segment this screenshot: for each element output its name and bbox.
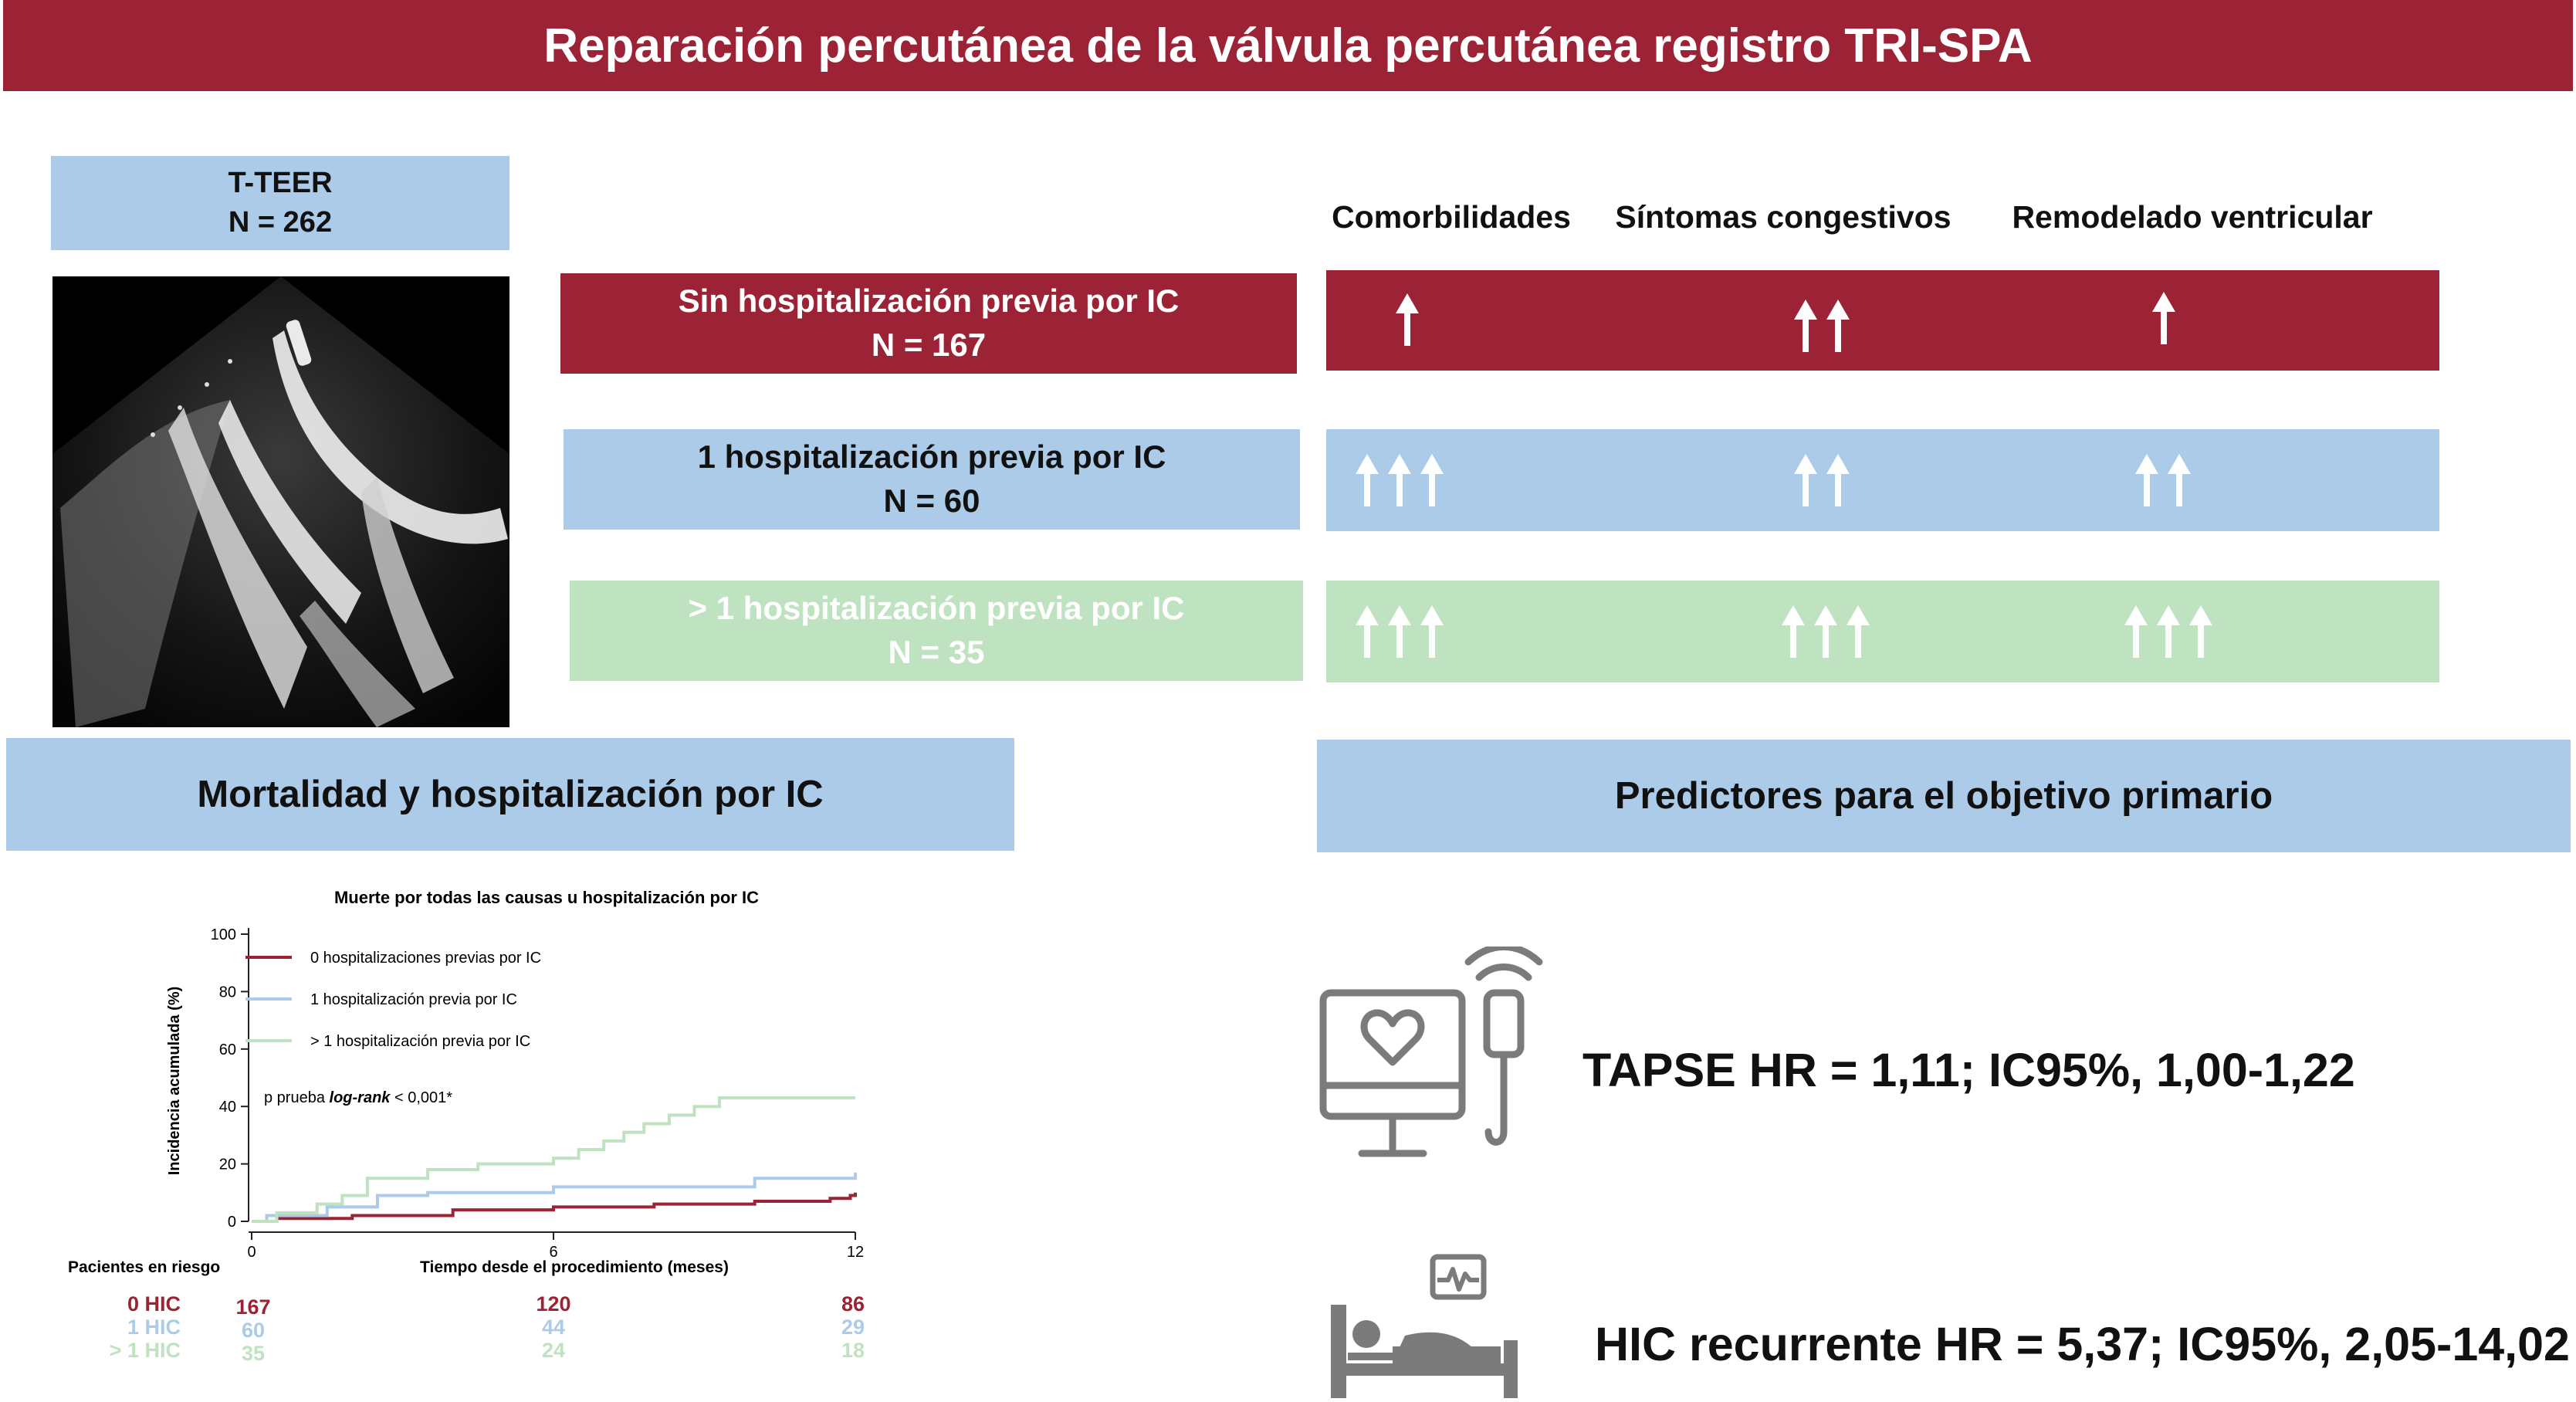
risk-value: 60 <box>241 1319 266 1342</box>
km-chart <box>0 872 1019 1397</box>
teer-box <box>51 156 509 250</box>
up-arrow-icon <box>1826 454 1850 506</box>
series-line-2 <box>252 1098 855 1221</box>
teer-n: N = 262 <box>228 206 333 239</box>
page-title: Reparación percutánea de la válvula percutánea registro TRI-SPA <box>543 19 2033 73</box>
group-label: Sin hospitalización previa por IC <box>678 283 1180 320</box>
logrank-annotation <box>264 1089 452 1106</box>
risk-value: 167 <box>235 1295 271 1319</box>
risk-value: 120 <box>536 1292 571 1316</box>
legend-label: 1 hospitalización previa por IC <box>310 991 517 1008</box>
risk-value: 18 <box>841 1339 865 1362</box>
group-box-1-hospitalizacion <box>564 429 1300 530</box>
logrank-prefix: p prueba <box>264 1089 330 1106</box>
x-tick-label: 6 <box>549 1244 558 1261</box>
hospital-bed-icon <box>1328 1254 1528 1398</box>
chart-series <box>252 1098 855 1221</box>
arrow-row-2 <box>1326 581 2439 682</box>
predictor-tapse-text: TAPSE HR = 1,11; IC95%, 1,00-1,22 <box>1582 1044 2355 1096</box>
risk-value: 86 <box>841 1292 865 1316</box>
arrow-cell-comorbilidades <box>1356 605 1444 658</box>
up-arrow-icon <box>1794 454 1817 506</box>
risk-value: 44 <box>541 1316 566 1339</box>
arrow-cell-sintomas <box>1794 454 1850 506</box>
arrow-cell-remodelado <box>2135 454 2191 506</box>
up-arrow-icon <box>2189 605 2212 658</box>
echo-monitor-icon <box>1315 947 1547 1170</box>
section-header-predictores <box>1317 740 2571 852</box>
up-arrow-icon <box>2152 292 2175 344</box>
echo-image <box>52 276 509 727</box>
group-label: 1 hospitalización previa por IC <box>697 439 1166 476</box>
arrow-cell-sintomas <box>1794 300 1850 352</box>
up-arrow-icon <box>2135 454 2158 506</box>
up-arrow-icon <box>1396 293 1419 346</box>
up-arrow-icon <box>1794 300 1817 352</box>
legend-label: > 1 hospitalización previa por IC <box>310 1033 531 1050</box>
column-header-sintomas: Síntomas congestivos <box>1615 199 1951 235</box>
arrow-cell-comorbilidades <box>1356 454 1444 506</box>
up-arrow-icon <box>1420 605 1444 658</box>
risk-row-label: 0 HIC <box>127 1292 181 1316</box>
teer-label: T-TEER <box>228 166 333 199</box>
group-box-sin-hospitalizacion <box>560 273 1297 374</box>
column-header-remodelado: Remodelado ventricular <box>2012 199 2373 235</box>
y-tick-label: 0 <box>227 1214 236 1231</box>
risk-value: 29 <box>841 1316 865 1339</box>
column-header-comorbilidades: Comorbilidades <box>1332 199 1571 235</box>
up-arrow-icon <box>2157 605 2180 658</box>
section-header-label: Predictores para el objetivo primario <box>1614 774 2273 817</box>
up-arrow-icon <box>2124 605 2148 658</box>
risk-value: 24 <box>541 1339 566 1362</box>
up-arrow-icon <box>1388 605 1411 658</box>
risk-table <box>110 1292 865 1365</box>
arrow-row-0 <box>1326 270 2439 371</box>
arrow-cell-comorbilidades <box>1396 293 1419 346</box>
up-arrow-icon <box>1826 300 1850 352</box>
arrow-row-1 <box>1326 429 2439 531</box>
risk-value: 35 <box>241 1342 266 1365</box>
group-box-mas-de-1-hospitalizacion <box>570 581 1303 681</box>
section-header-mortalidad <box>6 738 1014 851</box>
up-arrow-icon <box>1388 454 1411 506</box>
arrow-cell-sintomas <box>1782 605 1870 658</box>
x-axis-label: Tiempo desde el procedimiento (meses) <box>420 1258 729 1276</box>
y-tick-label: 40 <box>218 1099 236 1116</box>
group-n: N = 60 <box>883 483 980 519</box>
y-tick-label: 20 <box>218 1156 236 1173</box>
up-arrow-icon <box>1814 605 1837 658</box>
predictor-hic-text: HIC recurrente HR = 5,37; IC95%, 2,05-14,02 <box>1595 1318 2570 1370</box>
x-tick-label: 12 <box>846 1244 865 1261</box>
chart-legend <box>245 950 541 1050</box>
chart-title: Muerte por todas las causas u hospitalización por IC <box>333 888 760 907</box>
risk-row-label: > 1 HIC <box>109 1339 181 1362</box>
up-arrow-icon <box>2168 454 2191 506</box>
y-tick-label: 60 <box>218 1041 236 1058</box>
logrank-suffix: < 0,001* <box>390 1089 453 1106</box>
up-arrow-icon <box>1847 605 1870 658</box>
logrank-italic: log-rank <box>329 1089 391 1106</box>
up-arrow-icon <box>1420 454 1444 506</box>
x-tick-label: 0 <box>247 1244 256 1261</box>
up-arrow-icon <box>1782 605 1805 658</box>
section-header-label: Mortalidad y hospitalización por IC <box>197 773 824 815</box>
group-label: > 1 hospitalización previa por IC <box>688 590 1185 627</box>
up-arrow-icon <box>1356 454 1379 506</box>
arrow-cell-remodelado <box>2152 292 2175 344</box>
risk-table-header: Pacientes en riesgo <box>68 1258 221 1276</box>
group-n: N = 35 <box>888 634 985 670</box>
y-tick-label: 100 <box>210 926 236 943</box>
y-tick-label: 80 <box>218 984 236 1001</box>
risk-row-label: 1 HIC <box>127 1316 181 1339</box>
group-n: N = 167 <box>871 327 987 363</box>
title-banner <box>3 0 2573 91</box>
up-arrow-icon <box>1356 605 1379 658</box>
y-axis-label: Incidencia acumulada (%) <box>166 986 183 1176</box>
arrow-cell-remodelado <box>2124 605 2212 658</box>
legend-label: 0 hospitalizaciones previas por IC <box>310 950 542 967</box>
km-chart-svg <box>0 872 1019 1397</box>
